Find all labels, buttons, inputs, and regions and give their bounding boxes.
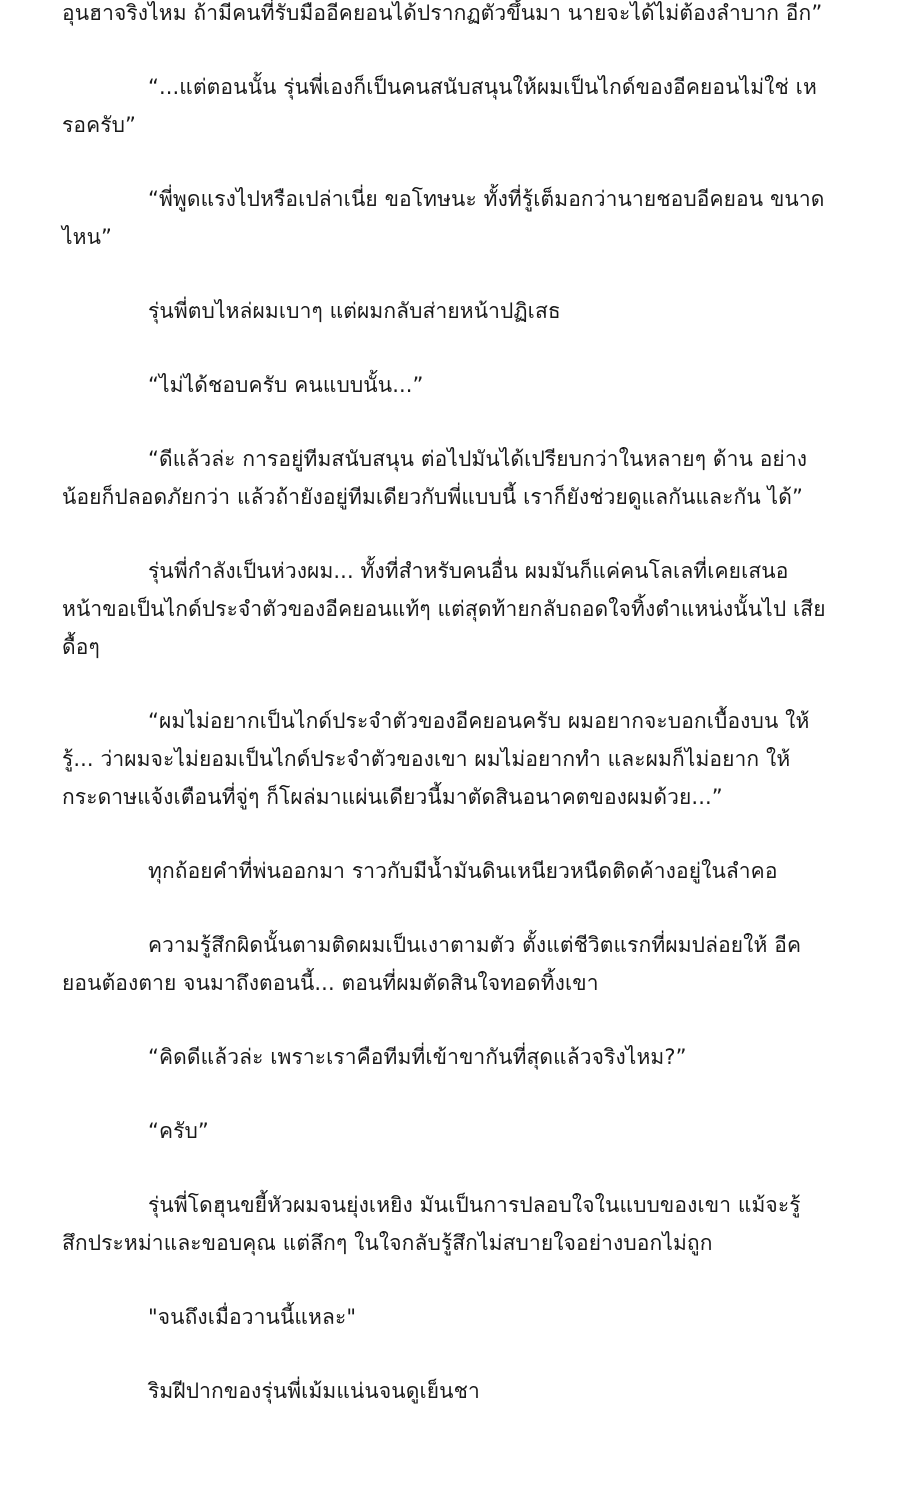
paragraph-5: “ไม่ได้ชอบครับ คนแบบนั้น...” bbox=[148, 373, 424, 397]
paragraph-10: ความรู้สึกผิดนั้นตามติดผมเป็นเงาตามตัว ตั้งแต่ชีวิตแรกที่ผมปล่อยให้ อีคยอนต้องตาย จนมาถึงตอนนี้... ตอนที่ผมตัดสินใจทอดทิ้งเขา bbox=[62, 933, 802, 995]
paragraph-12: “ครับ” bbox=[148, 1119, 209, 1143]
paragraph-6: “ดีแล้วล่ะ การอยู่ทีมสนับสนุน ต่อไปมันได้เปรียบกว่าในหลายๆ ด้าน อย่าง น้อยก็ปลอดภัยกว่า แล้วถ้ายังอยู่ทีมเดียวกับพี่แบบนี้ เราก็ยังช่วยดูแลกันและกัน ได้” bbox=[62, 447, 808, 509]
paragraph-13: รุ่นพี่โดฮุนขยี้หัวผมจนยุ่งเหยิง มันเป็นการปลอบใจในแบบของเขา แม้จะรู้ สึกประหม่าและขอบคุณ แต่ลึกๆ ในใจกลับรู้สึกไม่สบายใจอย่างบอกไม่ถูก bbox=[62, 1193, 801, 1255]
story-text bbox=[62, 0, 832, 1446]
paragraph-7: รุ่นพี่กำลังเป็นห่วงผม... ทั้งที่สำหรับคนอื่น ผมมันก็แค่คนโลเลที่เคยเสนอ หน้าขอเป็นไกด์ประจำตัวของอีคยอนแท้ๆ แต่สุดท้ายกลับถอดใจทิ้งตำแหน่งนั้นไป เสียดื้อๆ bbox=[62, 559, 826, 659]
paragraph-14: "จนถึงเมื่อวานนี้แหละ" bbox=[148, 1305, 357, 1329]
paragraph-11: “คิดดีแล้วล่ะ เพราะเราคือทีมที่เข้าขากันที่สุดแล้วจริงไหม?” bbox=[148, 1045, 687, 1069]
paragraph-9: ทุกถ้อยคำที่พ่นออกมา ราวกับมีน้ำมันดินเหนียวหนืดติดค้างอยู่ในลำคอ bbox=[148, 859, 778, 883]
paragraph-3: “พี่พูดแรงไปหรือเปล่าเนี่ย ขอโทษนะ ทั้งที่รู้เต็มอกว่านายชอบอีคยอน ขนาดไหน” bbox=[62, 187, 825, 249]
paragraph-8: “ผมไม่อยากเป็นไกด์ประจำตัวของอีคยอนครับ ผมอยากจะบอกเบื้องบน ให้รู้... ว่าผมจะไม่ยอมเป็นไกด์ประจำตัวของเขา ผมไม่อยากทำ และผมก็ไม่อยาก ให้กระดาษแจ้งเตือนที่จู่ๆ ก็โผล่มาแผ่นเดียวนี้มาตัดสินอนาคตของผมด้วย...” bbox=[62, 709, 810, 809]
paragraph-15: ริมฝีปากของรุ่นพี่เม้มแน่นจนดูเย็นชา bbox=[148, 1379, 480, 1403]
paragraph-2: “...แต่ตอนนั้น รุ่นพี่เองก็เป็นคนสนับสนุนให้ผมเป็นไกด์ของอีคยอนไม่ใช่ เหรอครับ” bbox=[62, 75, 817, 137]
paragraph-1: อุนฮาจริงไหม ถ้ามีคนที่รับมืออีคยอนได้ปรากฏตัวขึ้นมา นายจะได้ไม่ต้องลำบาก อีก” bbox=[62, 1, 823, 25]
paragraph-4: รุ่นพี่ตบไหล่ผมเบาๆ แต่ผมกลับส่ายหน้าปฏิเสธ bbox=[148, 299, 561, 323]
